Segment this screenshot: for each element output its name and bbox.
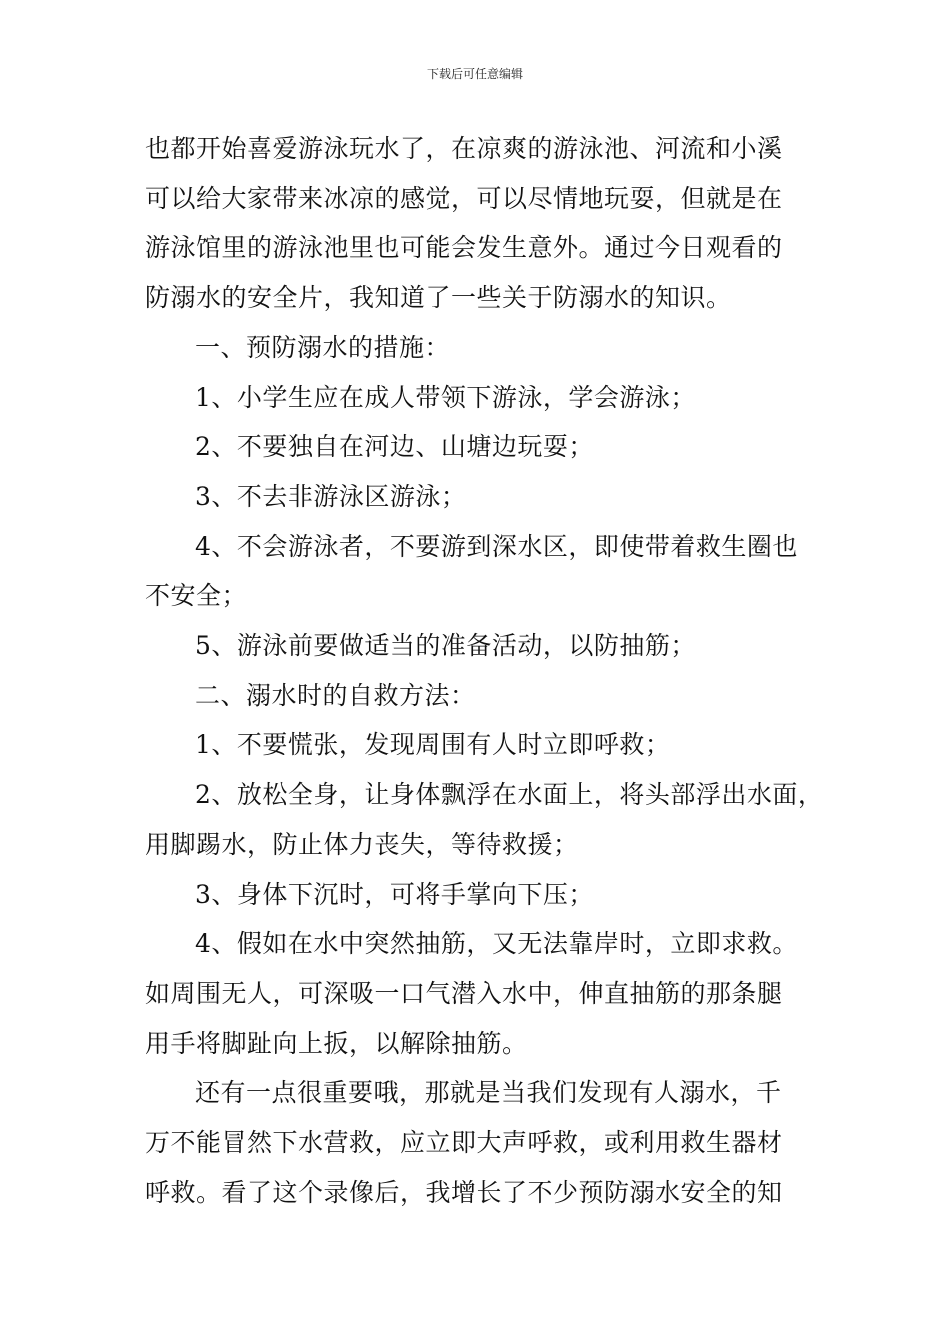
list-item-prevention-4: 4、不会游泳者，不要游到深水区，即使带着救生圈也	[195, 531, 798, 561]
text-line-3: 游泳馆里的游泳池里也可能会发生意外。通过今日观看的	[145, 233, 783, 263]
list-item-prevention-2: 2、不要独自在河边、山塘边玩耍；	[195, 432, 594, 462]
list-item-rescue-1: 1、不要慌张，发现周围有人时立即呼救；	[195, 730, 671, 760]
text-line-4: 防溺水的安全片，我知道了一些关于防溺水的知识。	[145, 283, 732, 313]
section-heading-self-rescue: 二、溺水时的自救方法：	[195, 680, 476, 710]
list-item-prevention-1: 1、小学生应在成人带领下游泳，学会游泳；	[195, 382, 696, 412]
closing-paragraph-line-2: 万不能冒然下水营救，应立即大声呼救，或利用救生器材	[145, 1128, 783, 1158]
list-item-rescue-2: 2、放松全身，让身体飘浮在水面上，将头部浮出水面，	[195, 780, 824, 810]
list-item-rescue-4-cont-2: 用手将脚趾向上扳，以解除抽筋。	[145, 1028, 528, 1058]
list-item-rescue-2-cont: 用脚踢水，防止体力丧失，等待救援；	[145, 829, 579, 859]
section-heading-prevention: 一、预防溺水的措施：	[195, 332, 451, 362]
list-item-prevention-3: 3、不去非游泳区游泳；	[195, 481, 467, 511]
list-item-rescue-4: 4、假如在水中突然抽筋，又无法靠岸时，立即求救。	[195, 929, 798, 959]
text-line-1: 也都开始喜爱游泳玩水了，在凉爽的游泳池、河流和小溪	[145, 134, 783, 163]
closing-paragraph-line-3: 呼救。看了这个录像后，我增长了不少预防溺水安全的知	[145, 1177, 783, 1207]
document-body	[145, 124, 824, 1217]
page-header: 下载后可任意编辑	[426, 67, 523, 81]
list-item-rescue-3: 3、身体下沉时，可将手掌向下压；	[195, 879, 594, 909]
list-item-prevention-5: 5、游泳前要做适当的准备活动，以防抽筋；	[195, 631, 696, 661]
text-line-2: 可以给大家带来冰凉的感觉，可以尽情地玩耍，但就是在	[145, 183, 783, 213]
list-item-rescue-4-cont-1: 如周围无人，可深吸一口气潜入水中，伸直抽筋的那条腿	[145, 978, 783, 1008]
list-item-prevention-4-cont: 不安全；	[145, 581, 248, 611]
closing-paragraph-line-1: 还有一点很重要哦，那就是当我们发现有人溺水，千	[195, 1078, 782, 1108]
